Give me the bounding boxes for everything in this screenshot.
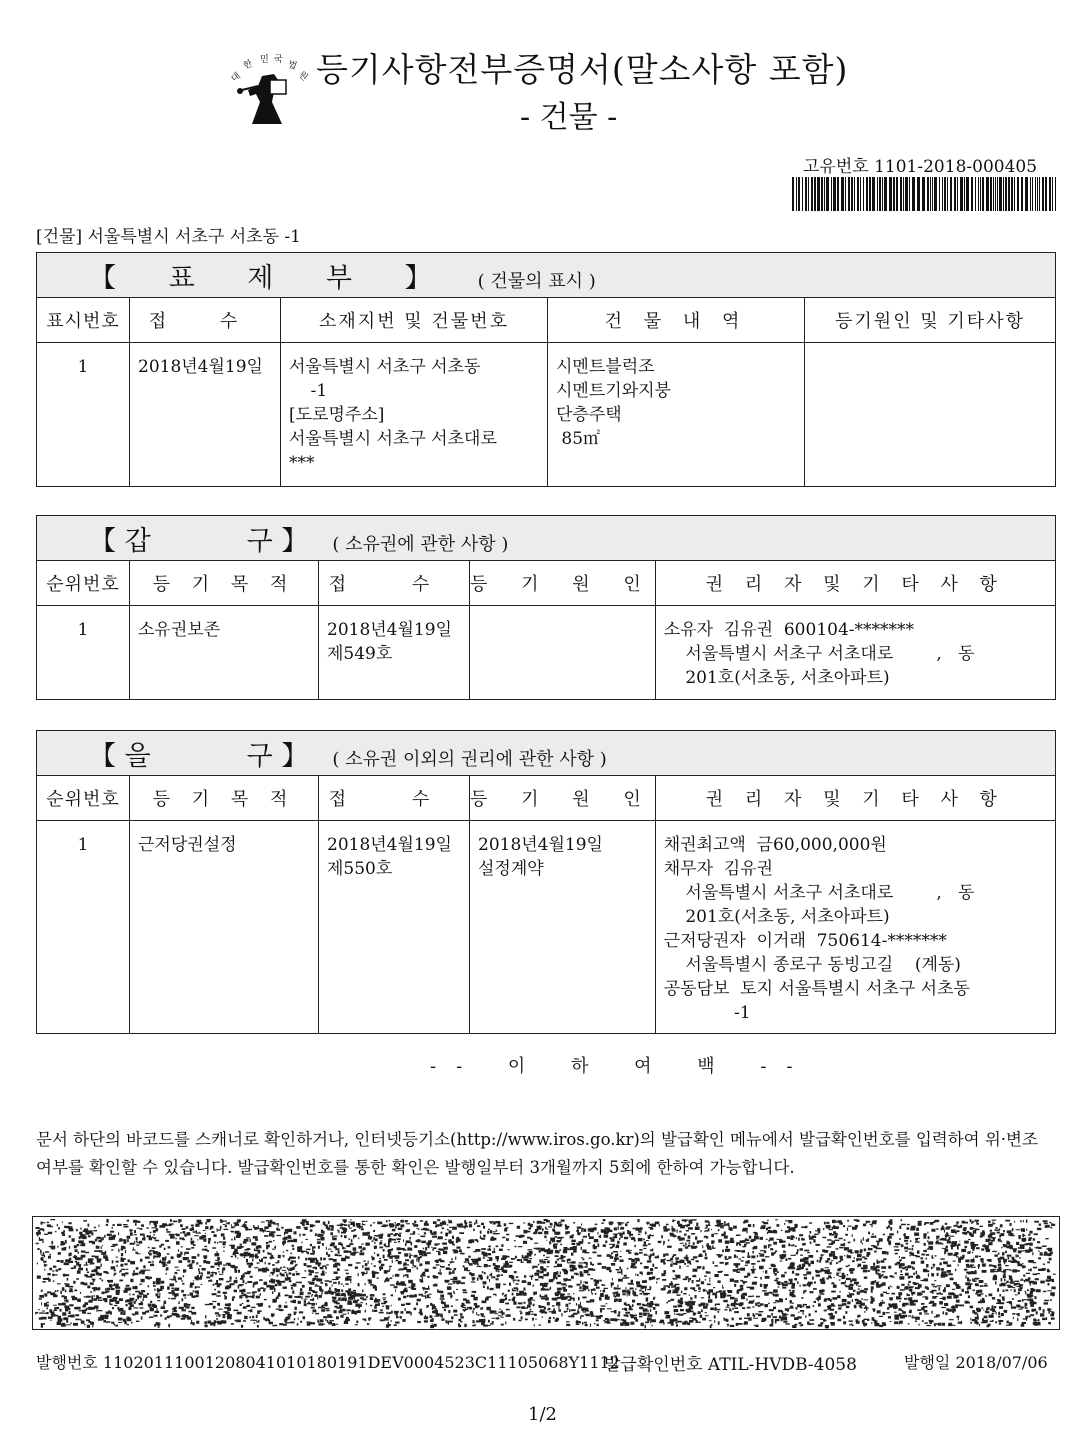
row-received: 2018년4월19일 제550호 <box>319 821 470 1034</box>
verification-notice: 문서 하단의 바코드를 스캐너로 확인하거나, 인터넷등기소(http://www.iros.go.kr)의 발급확인 메뉴에서 발급확인번호를 입력하여 위·변조 여부를 확인할 수 있습니다. 발급확인번호를 통한 확인은 발행일부터 3개월까지 5회에 한하여 가능합니다. <box>36 1130 1038 1177</box>
col-rank-no: 순위번호 <box>37 561 130 606</box>
row-cause <box>805 343 1056 487</box>
svg-text:원: 원 <box>296 69 310 84</box>
col-received: 접 수 <box>319 776 470 821</box>
row-display-no: 1 <box>37 343 130 487</box>
unique-number-label: 고유번호 <box>803 157 869 177</box>
gapgu-header <box>37 516 1056 561</box>
security-2d-barcode <box>32 1216 1060 1330</box>
row-building: 시멘트블럭조 시멘트기와지붕 단층주택 85㎡ <box>548 343 805 487</box>
pyojebu-subtitle: ( 건물의 표시 ) <box>477 270 596 292</box>
table-row <box>37 606 1056 700</box>
col-cause-other: 등기원인 및 기타사항 <box>805 298 1056 343</box>
col-location: 소재지번 및 건물번호 <box>281 298 548 343</box>
eulgu-table <box>36 730 1056 1034</box>
row-received: 2018년4월19일 <box>130 343 281 487</box>
page-number: 1/2 <box>528 1404 557 1425</box>
col-cause: 등 기 원 인 <box>470 776 656 821</box>
col-purpose: 등 기 목 적 <box>130 776 319 821</box>
gapgu-title-left: 【 갑 <box>89 525 151 557</box>
confirmation-number: 발급확인번호 ATIL-HVDB-4058 <box>604 1355 857 1375</box>
document-subtitle: - 건물 - <box>520 100 618 135</box>
col-display-no: 표시번호 <box>37 298 130 343</box>
row-purpose: 소유권보존 <box>130 606 319 700</box>
gapgu-table <box>36 515 1056 700</box>
col-received: 접 수 <box>130 298 281 343</box>
unique-number <box>803 152 1037 177</box>
pyojebu-title: 【 표 제 부 】 <box>89 262 454 294</box>
svg-text:국: 국 <box>274 55 283 65</box>
row-cause: 2018년4월19일 설정계약 <box>470 821 656 1034</box>
col-building-details: 건 물 내 역 <box>548 298 805 343</box>
row-rank-no: 1 <box>37 821 130 1034</box>
col-rights-holder: 권 리 자 및 기 타 사 항 <box>655 561 1055 606</box>
eulgu-title-left: 【 을 <box>89 740 151 772</box>
row-location: 서울특별시 서초구 서초동 -1 [도로명주소] 서울특별시 서초구 서초대로 *** <box>281 343 548 487</box>
property-address-line: [건물] 서울특별시 서초구 서초동 -1 <box>36 227 301 247</box>
svg-text:법: 법 <box>286 59 299 72</box>
svg-text:대: 대 <box>229 71 243 85</box>
col-cause: 등 기 원 인 <box>470 561 656 606</box>
table-row <box>37 343 1056 487</box>
row-purpose: 근저당권설정 <box>130 821 319 1034</box>
svg-text:민: 민 <box>260 55 269 65</box>
document-title: 등기사항전부증명서(말소사항 포함) <box>316 50 849 89</box>
unique-number-value: 1101-2018-000405 <box>874 157 1038 177</box>
end-of-record-mark: -- 이 하 여 백 -- <box>430 1056 813 1077</box>
row-rank-no: 1 <box>37 606 130 700</box>
issue-date: 발행일 2018/07/06 <box>904 1353 1048 1372</box>
col-rights-holder: 권 리 자 및 기 타 사 항 <box>655 776 1055 821</box>
eulgu-title-right: 구 】 <box>246 740 309 772</box>
eulgu-subtitle: ( 소유권 이외의 권리에 관한 사항 ) <box>332 748 607 770</box>
col-received: 접 수 <box>319 561 470 606</box>
gapgu-title-right: 구 】 <box>246 525 309 557</box>
row-received: 2018년4월19일 제549호 <box>319 606 470 700</box>
court-seal-logo <box>222 50 314 130</box>
gapgu-subtitle: ( 소유권에 관한 사항 ) <box>332 533 509 555</box>
table-row <box>37 821 1056 1034</box>
pyojebu-header <box>37 253 1056 298</box>
svg-text:한: 한 <box>242 59 255 72</box>
row-rights: 소유자 김유권 600104-******* 서울특별시 서초구 서초대로 , 동 201호(서초동, 서초아파트) <box>655 606 1055 700</box>
issue-number: 발행번호 11020111001208041010180191DEV0004523C11105068Y1112 <box>36 1353 620 1372</box>
barcode-top <box>792 177 1056 211</box>
row-cause <box>470 606 656 700</box>
row-rights: 채권최고액 금60,000,000원 채무자 김유권 서울특별시 서초구 서초대로 , 동 201호(서초동, 서초아파트) 근저당권자 이거래 750614-******* 서울특별시 종로구 동빙고길 (계동) 공동담보 토지 서울특별시 서초구 서초동 -1 <box>655 821 1055 1034</box>
pyojebu-table <box>36 252 1056 487</box>
col-rank-no: 순위번호 <box>37 776 130 821</box>
col-purpose: 등 기 목 적 <box>130 561 319 606</box>
eulgu-header <box>37 731 1056 776</box>
